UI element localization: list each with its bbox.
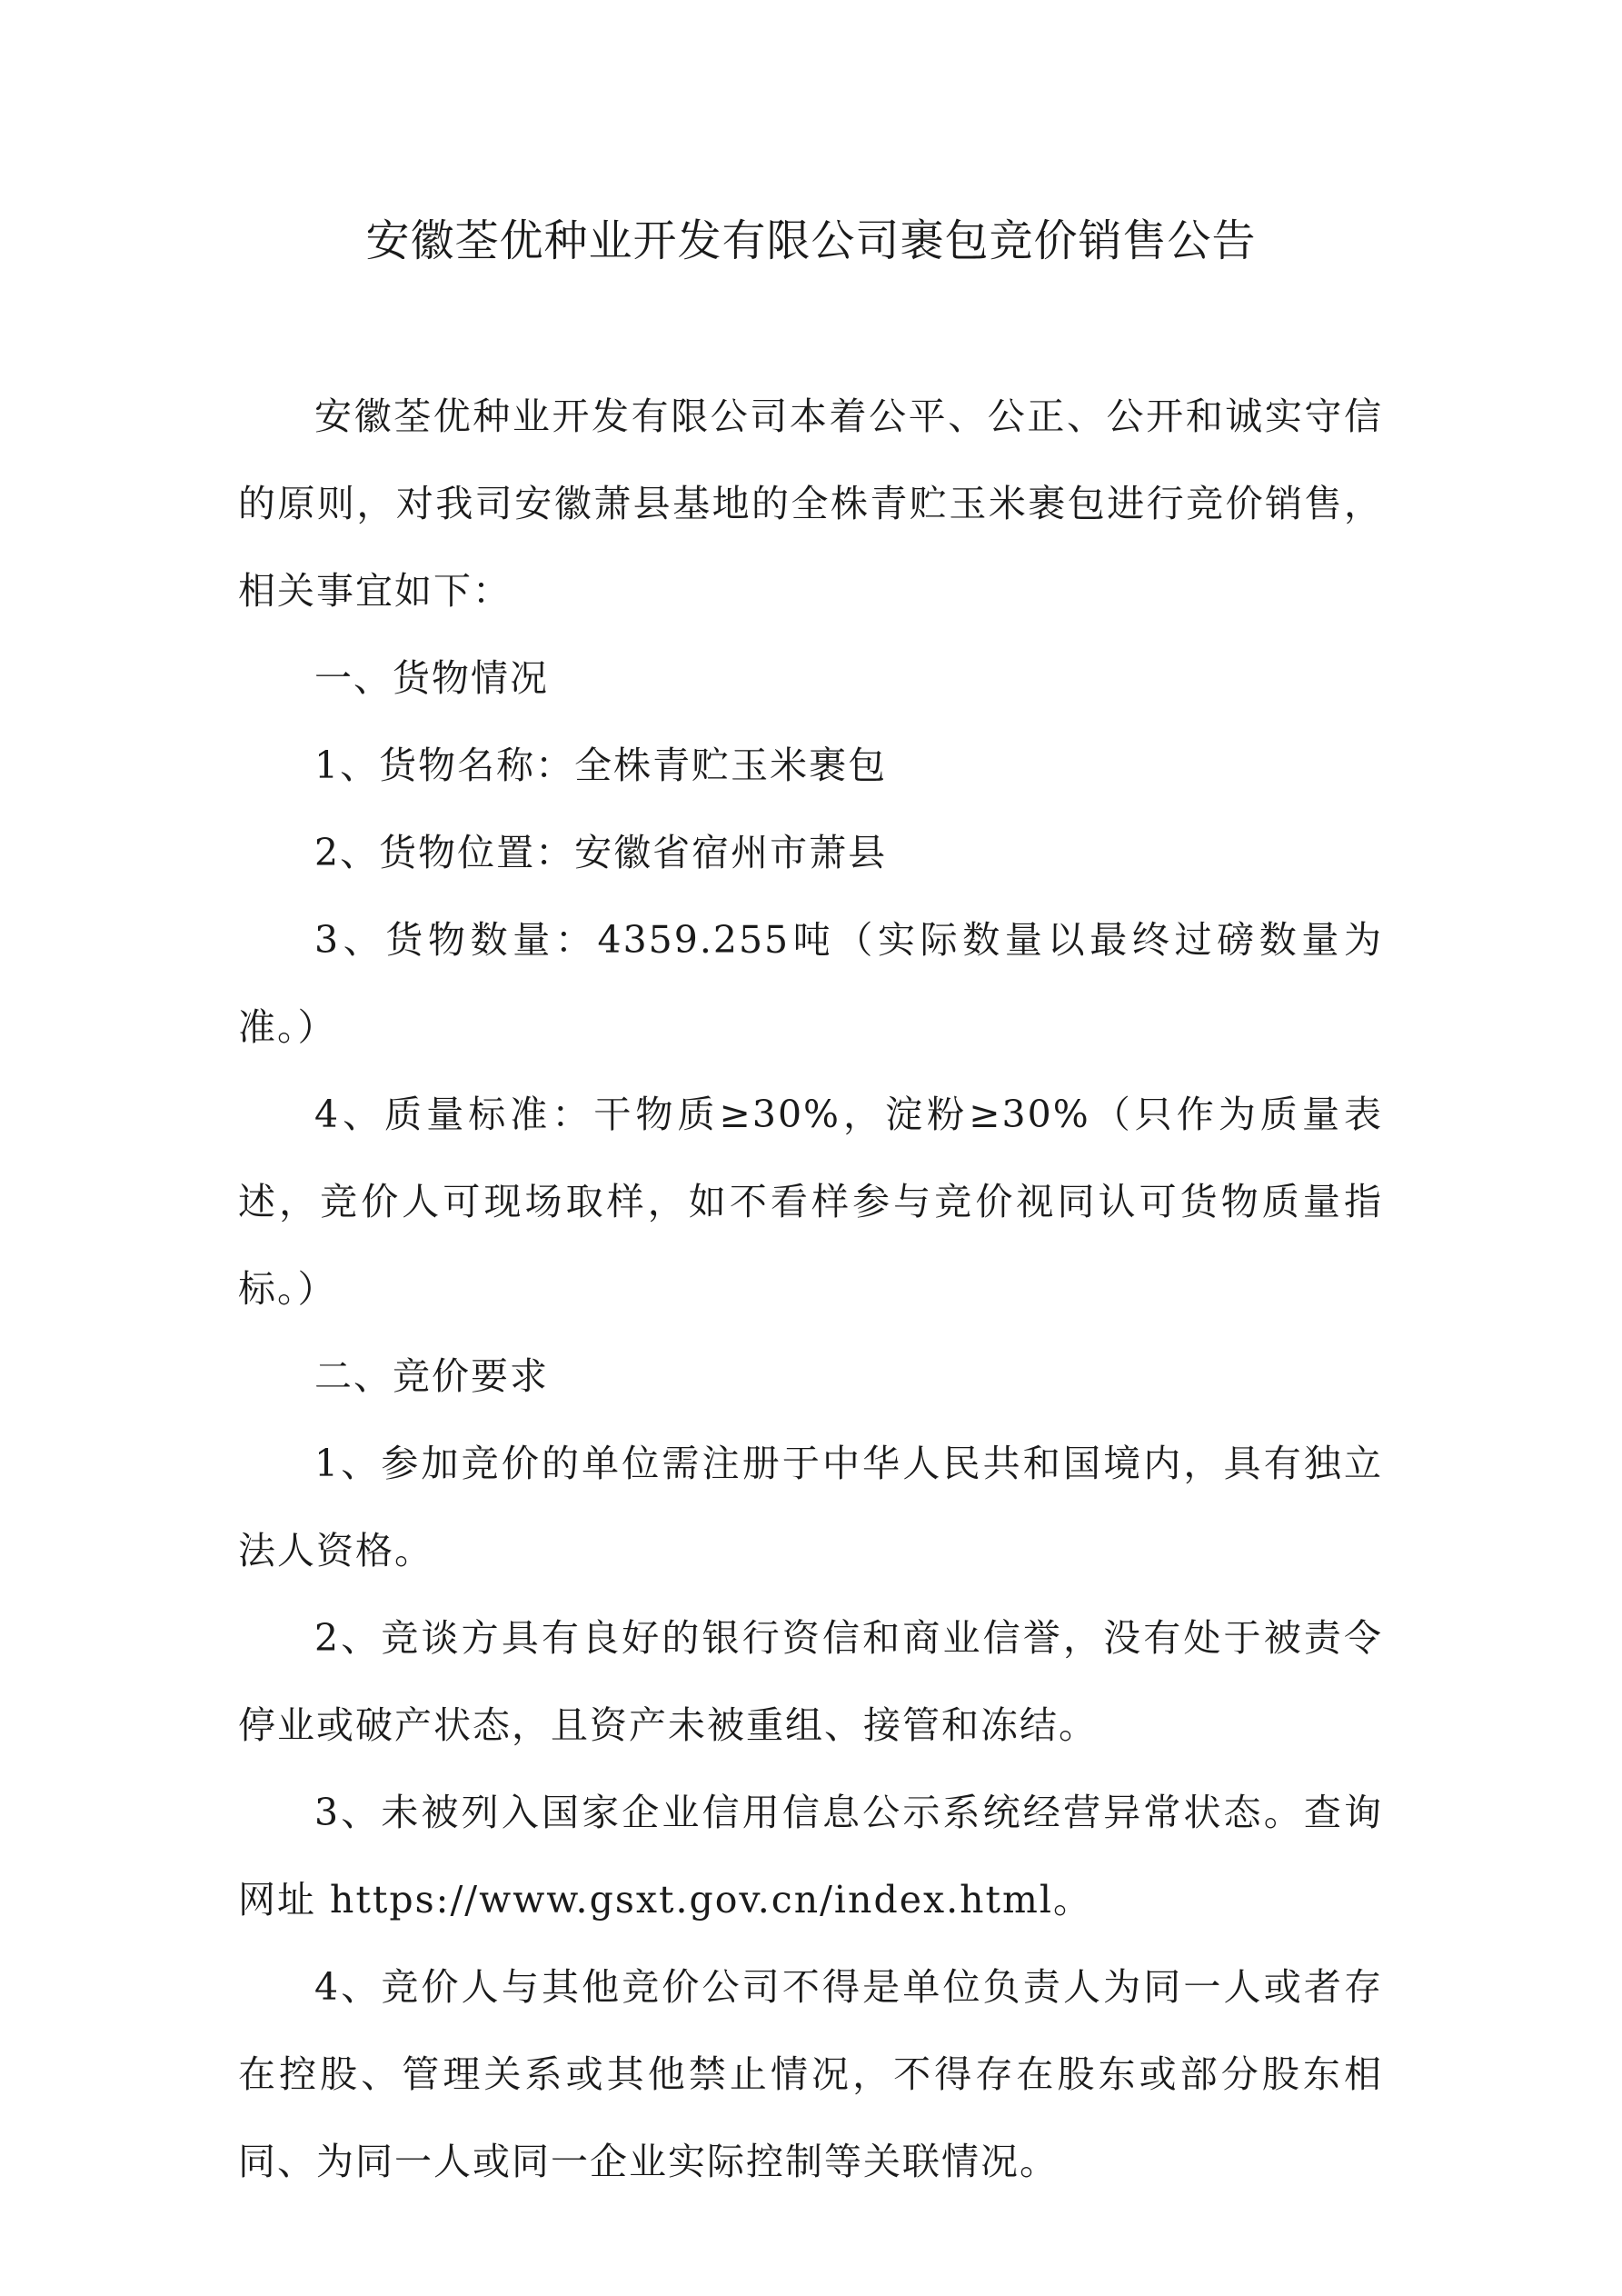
document-body	[238, 373, 1383, 2205]
document-title: 安徽荃优种业开发有限公司裹包竞价销售公告	[365, 215, 1257, 266]
intro-paragraph: 安徽荃优种业开发有限公司本着公平、公正、公开和诚实守信的原则，对我司安徽萧县基地的全株青贮玉米裹包进行竞价销售，相关事宜如下：	[238, 394, 1383, 613]
section-heading-requirements: 二、竞价要求	[314, 1354, 549, 1398]
quality-standard-item: 4、质量标准：干物质≥30%，淀粉≥30%（只作为质量表述，竞价人可现场取样，如不看样参与竞价视同认可货物质量指标。）	[238, 1093, 1383, 1311]
section-heading-goods: 一、货物情况	[314, 656, 549, 700]
goods-quantity-item: 3、货物数量：4359.255吨（实际数量以最终过磅数量为准。）	[238, 918, 1383, 1049]
requirement-item-4: 4、竞价人与其他竞价公司不得是单位负责人为同一人或者存在控股、管理关系或其他禁止情况，不得存在股东或部分股东相同、为同一人或同一企业实际控制等关联情况。	[238, 1965, 1383, 2183]
requirement-item-3: 3、未被列入国家企业信用信息公示系统经营异常状态。查询网址 https://www.gsxt.gov.cn/index.html。	[238, 1791, 1383, 1922]
requirement-item-1: 1、参加竞价的单位需注册于中华人民共和国境内，具有独立法人资格。	[238, 1442, 1383, 1572]
goods-name-item: 1、货物名称：全株青贮玉米裹包	[314, 744, 888, 787]
goods-location-item: 2、货物位置：安徽省宿州市萧县	[314, 831, 888, 874]
requirement-item-2: 2、竞谈方具有良好的银行资信和商业信誉，没有处于被责令停业或破产状态，且资产未被重组、接管和冻结。	[238, 1616, 1383, 1747]
